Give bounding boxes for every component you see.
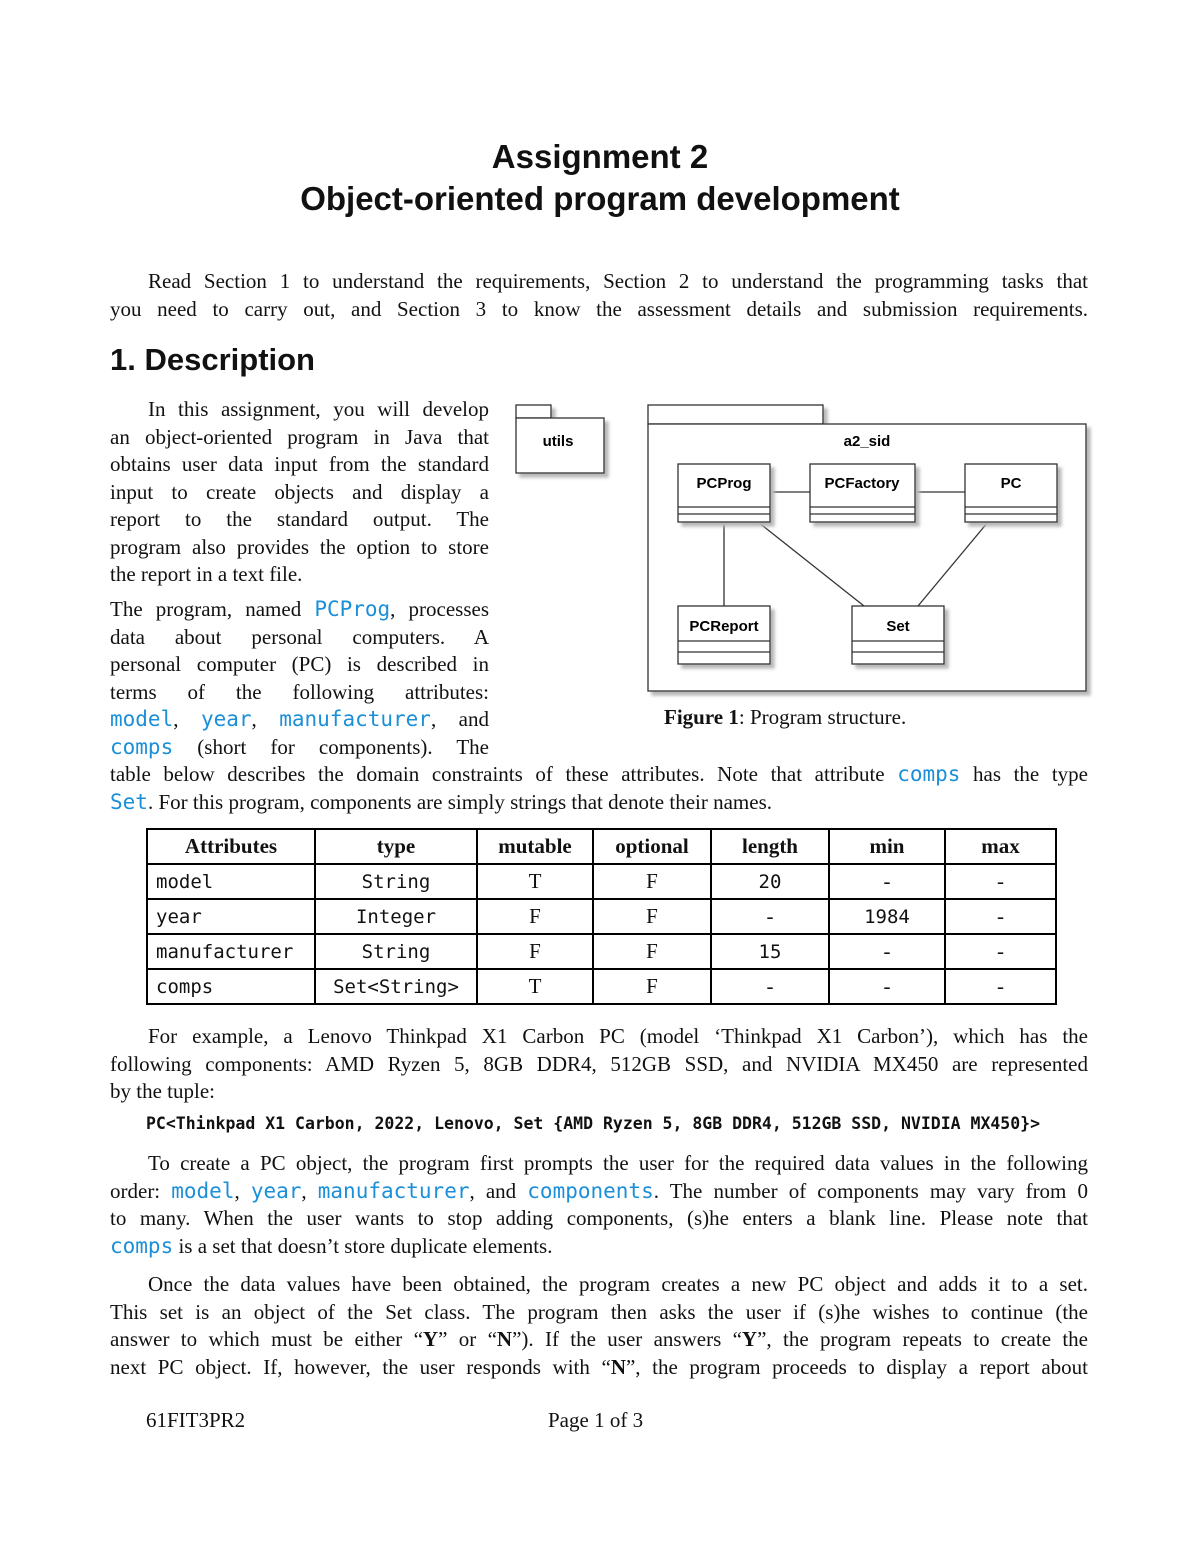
footer-course-code: 61FIT3PR2 [146,1408,246,1432]
class-pcprog-label: PCProg [696,475,752,492]
table-cell: T [477,969,593,1004]
table-cell: - [945,899,1056,934]
table-header: mutable [477,829,593,864]
table-cell: F [477,899,593,934]
input-paragraph [110,1150,1088,1260]
title-line-2: Object-oriented program development [300,180,900,217]
document-title [0,136,1200,220]
p1-line: obtains user data input from the standard [110,452,489,476]
table-row [147,934,1056,969]
p1-line: program also provides the option to store [110,534,489,559]
table-cell: - [829,934,945,969]
code-comps: comps [110,1233,174,1258]
p2-line-5: model, year, manufacturer, and [110,707,489,731]
table-cell: String [315,934,477,969]
class-set [852,606,944,664]
code-pcprog: PCProg [314,597,391,621]
table-cell: - [711,969,829,1004]
table-cell: year [147,899,315,934]
figure-label: Figure 1 [664,705,739,729]
table-header: max [945,829,1056,864]
code-comps: comps [110,734,174,759]
table-cell: - [829,969,945,1004]
table-cell: model [147,864,315,899]
code-components: components [527,1178,654,1203]
table-cell: - [711,899,829,934]
code-model: model [110,707,174,731]
p3-line: following components: AMD Ryzen 5, 8GB DDR4, 512GB SSD, and NVIDIA MX450 are represented [110,1051,1088,1076]
section-heading: 1. Description [110,342,315,377]
class-pcreport [678,606,770,664]
attributes-table [146,828,1057,1005]
p2-line-6: comps (short for components). The [110,734,489,759]
code-manufacturer: manufacturer [317,1178,470,1203]
class-pcfactory [810,464,915,522]
p2-line-2: data about personal computers. A [110,624,489,649]
table-cell: manufacturer [147,934,315,969]
table-row [147,899,1056,934]
table-header: length [711,829,829,864]
p4-line-3: to many. When the user wants to stop adding components, (s)he enters a blank line. Please note that [110,1206,1088,1230]
table-header-row [147,829,1056,864]
utils-label: utils [542,433,574,450]
table-cell: T [477,864,593,899]
package-diagram [505,395,1105,705]
example-tuple: PC<Thinkpad X1 Carbon, 2022, Lenovo, Set {AMD Ryzen 5, 8GB DDR4, 512GB SSD, NVIDIA MX450}> [146,1114,1041,1133]
description-paragraph-2 [110,596,489,761]
footer-page-number: Page 1 of 3 [548,1408,644,1432]
p3-line: For example, a Lenovo Thinkpad X1 Carbon PC (model ‘Thinkpad X1 Carbon’), which has the [148,1024,1088,1048]
p1-line: In this assignment, you will develop [148,397,489,421]
intro-line-2: you need to carry out, and Section 3 to know the assessment details and submission requirements. [110,296,1088,321]
title-line-1: Assignment 2 [491,138,709,175]
table-cell: F [477,934,593,969]
table-cell: 1984 [829,899,945,934]
p2-line-7: table below describes the domain constraints of these attributes. Note that attribute comps has the type [110,762,1088,786]
table-cell: - [829,864,945,899]
table-row [147,864,1056,899]
p5-line-3: answer to which must be either “Y” or “N”). If the user answers “Y”, the program repeats to create the [110,1327,1089,1351]
description-paragraph-1 [110,396,489,589]
class-set-label: Set [886,618,910,635]
table-cell: - [945,864,1056,899]
table-cell: F [593,899,711,934]
code-model: model [171,1178,235,1203]
table-cell: 20 [711,864,829,899]
intro-paragraph [110,268,1088,323]
p1-line: the report in a text file. [110,562,303,586]
p4-line-4: comps is a set that doesn’t store duplicate elements. [110,1233,553,1258]
p5-line-1: Once the data values have been obtained, the program creates a new PC object and adds it to a set. [148,1272,1088,1296]
p5-line-4: next PC object. If, however, the user responds with “N”, the program proceeds to display a report about [110,1354,1088,1379]
p2-line-4: terms of the following attributes: [110,679,489,704]
p3-line: by the tuple: [110,1079,215,1103]
table-cell: Set<String> [315,969,477,1004]
figure-caption: Figure 1: Program structure. [664,705,907,729]
example-paragraph [110,1023,1088,1106]
a2-sid-label: a2_sid [843,433,891,450]
p1-line: an object-oriented program in Java that [110,424,489,449]
p2-line-1: The program, named PCProg, processes [110,597,489,621]
table-cell: Integer [315,899,477,934]
table-cell: 15 [711,934,829,969]
table-header: min [829,829,945,864]
code-manufacturer: manufacturer [279,707,431,731]
p5-line-2: This set is an object of the Set class. The program then asks the user if (s)he wishes to continue (the [110,1299,1088,1324]
class-pcfactory-label: PCFactory [824,475,900,492]
intro-line-1: Read Section 1 to understand the requirements, Section 2 to understand the programming tasks that [148,269,1088,293]
table-cell: F [593,934,711,969]
table-header: optional [593,829,711,864]
p4-line-2: order: model, year, manufacturer, and components. The number of components may vary from 0 [110,1178,1088,1203]
table-header: type [315,829,477,864]
table-cell: - [945,969,1056,1004]
code-set: Set [110,789,148,814]
table-row [147,969,1056,1004]
p1-line: input to create objects and display a [110,479,489,504]
code-comps: comps [897,762,961,786]
table-cell: comps [147,969,315,1004]
p4-line-1: To create a PC object, the program first prompts the user for the required data values in the following [148,1151,1088,1175]
class-pc-label: PC [1000,475,1022,492]
class-pc [965,464,1057,522]
table-cell: String [315,864,477,899]
p1-line: report to the standard output. The [110,507,489,531]
p2-line-8: Set. For this program, components are simply strings that denote their names. [110,789,772,814]
p2-line-3: personal computer (PC) is described in [110,652,489,676]
description-paragraph-2-cont [110,761,1088,816]
class-pcprog [678,464,770,522]
code-year: year [200,707,252,731]
table-cell: F [593,969,711,1004]
code-year: year [250,1178,302,1203]
table-header: Attributes [147,829,315,864]
table-cell: - [945,934,1056,969]
continue-paragraph [110,1271,1088,1381]
table-cell: F [593,864,711,899]
class-pcreport-label: PCReport [689,618,759,635]
